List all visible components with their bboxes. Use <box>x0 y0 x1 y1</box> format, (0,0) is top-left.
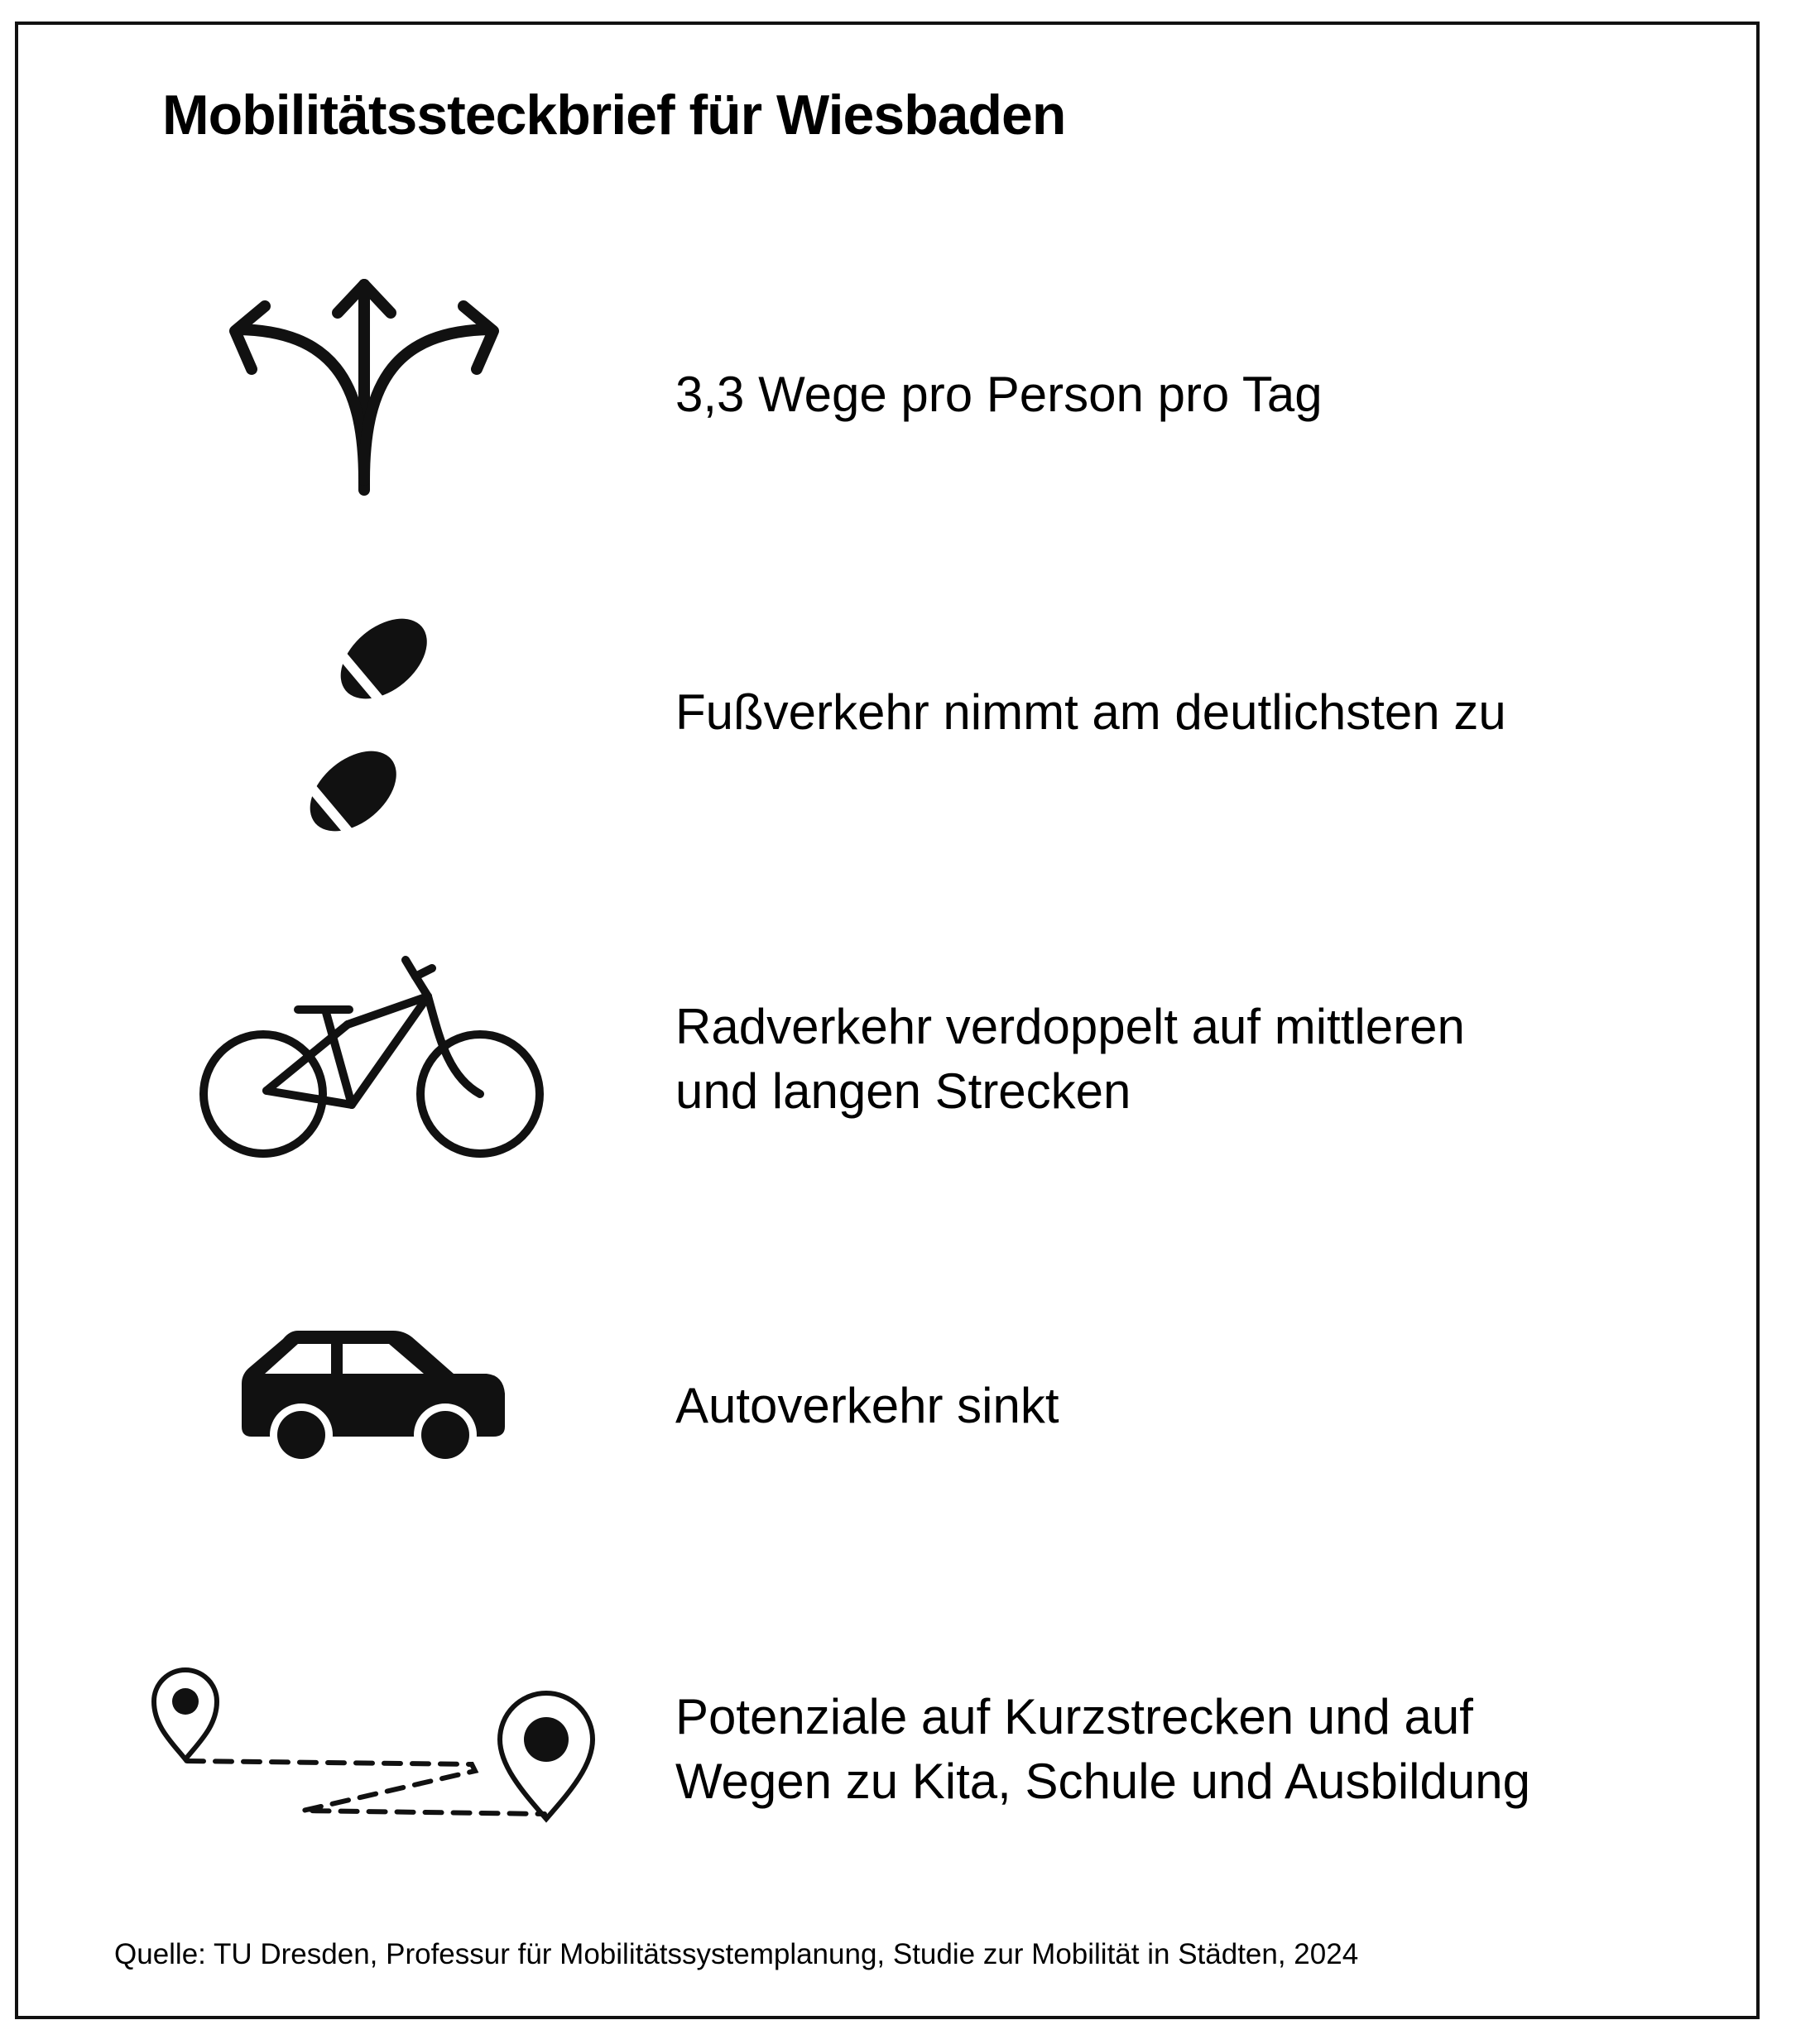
stat-potentials <box>675 1685 1669 1814</box>
three-way-arrows-icon <box>223 273 505 505</box>
stat-text-line: Autoverkehr sinkt <box>675 1378 1059 1433</box>
route-pins-icon <box>141 1663 604 1837</box>
stat-text-line: 3,3 Wege pro Person pro Tag <box>675 367 1323 422</box>
stat-text-line: Wegen zu Kita, Schule und Ausbildung <box>675 1754 1530 1809</box>
stat-text-line: Radverkehr verdoppelt auf mittleren <box>675 999 1465 1054</box>
page-title: Mobilitätssteckbrief für Wiesbaden <box>162 84 1066 146</box>
stat-trips-per-day <box>675 362 1669 427</box>
bicycle-icon <box>199 952 546 1167</box>
footprints-icon <box>281 604 447 836</box>
stat-walking <box>675 680 1669 745</box>
stat-cycling <box>675 995 1669 1124</box>
source-note: Quelle: TU Dresden, Professur für Mobilitätssystemplanung, Studie zur Mobilität in Städten, 2024 <box>114 1938 1359 1970</box>
stat-text-line: und langen Strecken <box>675 1063 1131 1119</box>
stat-car <box>675 1374 1669 1438</box>
stat-text-line: Potenziale auf Kurzstrecken und auf <box>675 1689 1473 1744</box>
car-icon <box>240 1324 513 1473</box>
stat-text-line: Fußverkehr nimmt am deutlichsten zu <box>675 684 1506 740</box>
